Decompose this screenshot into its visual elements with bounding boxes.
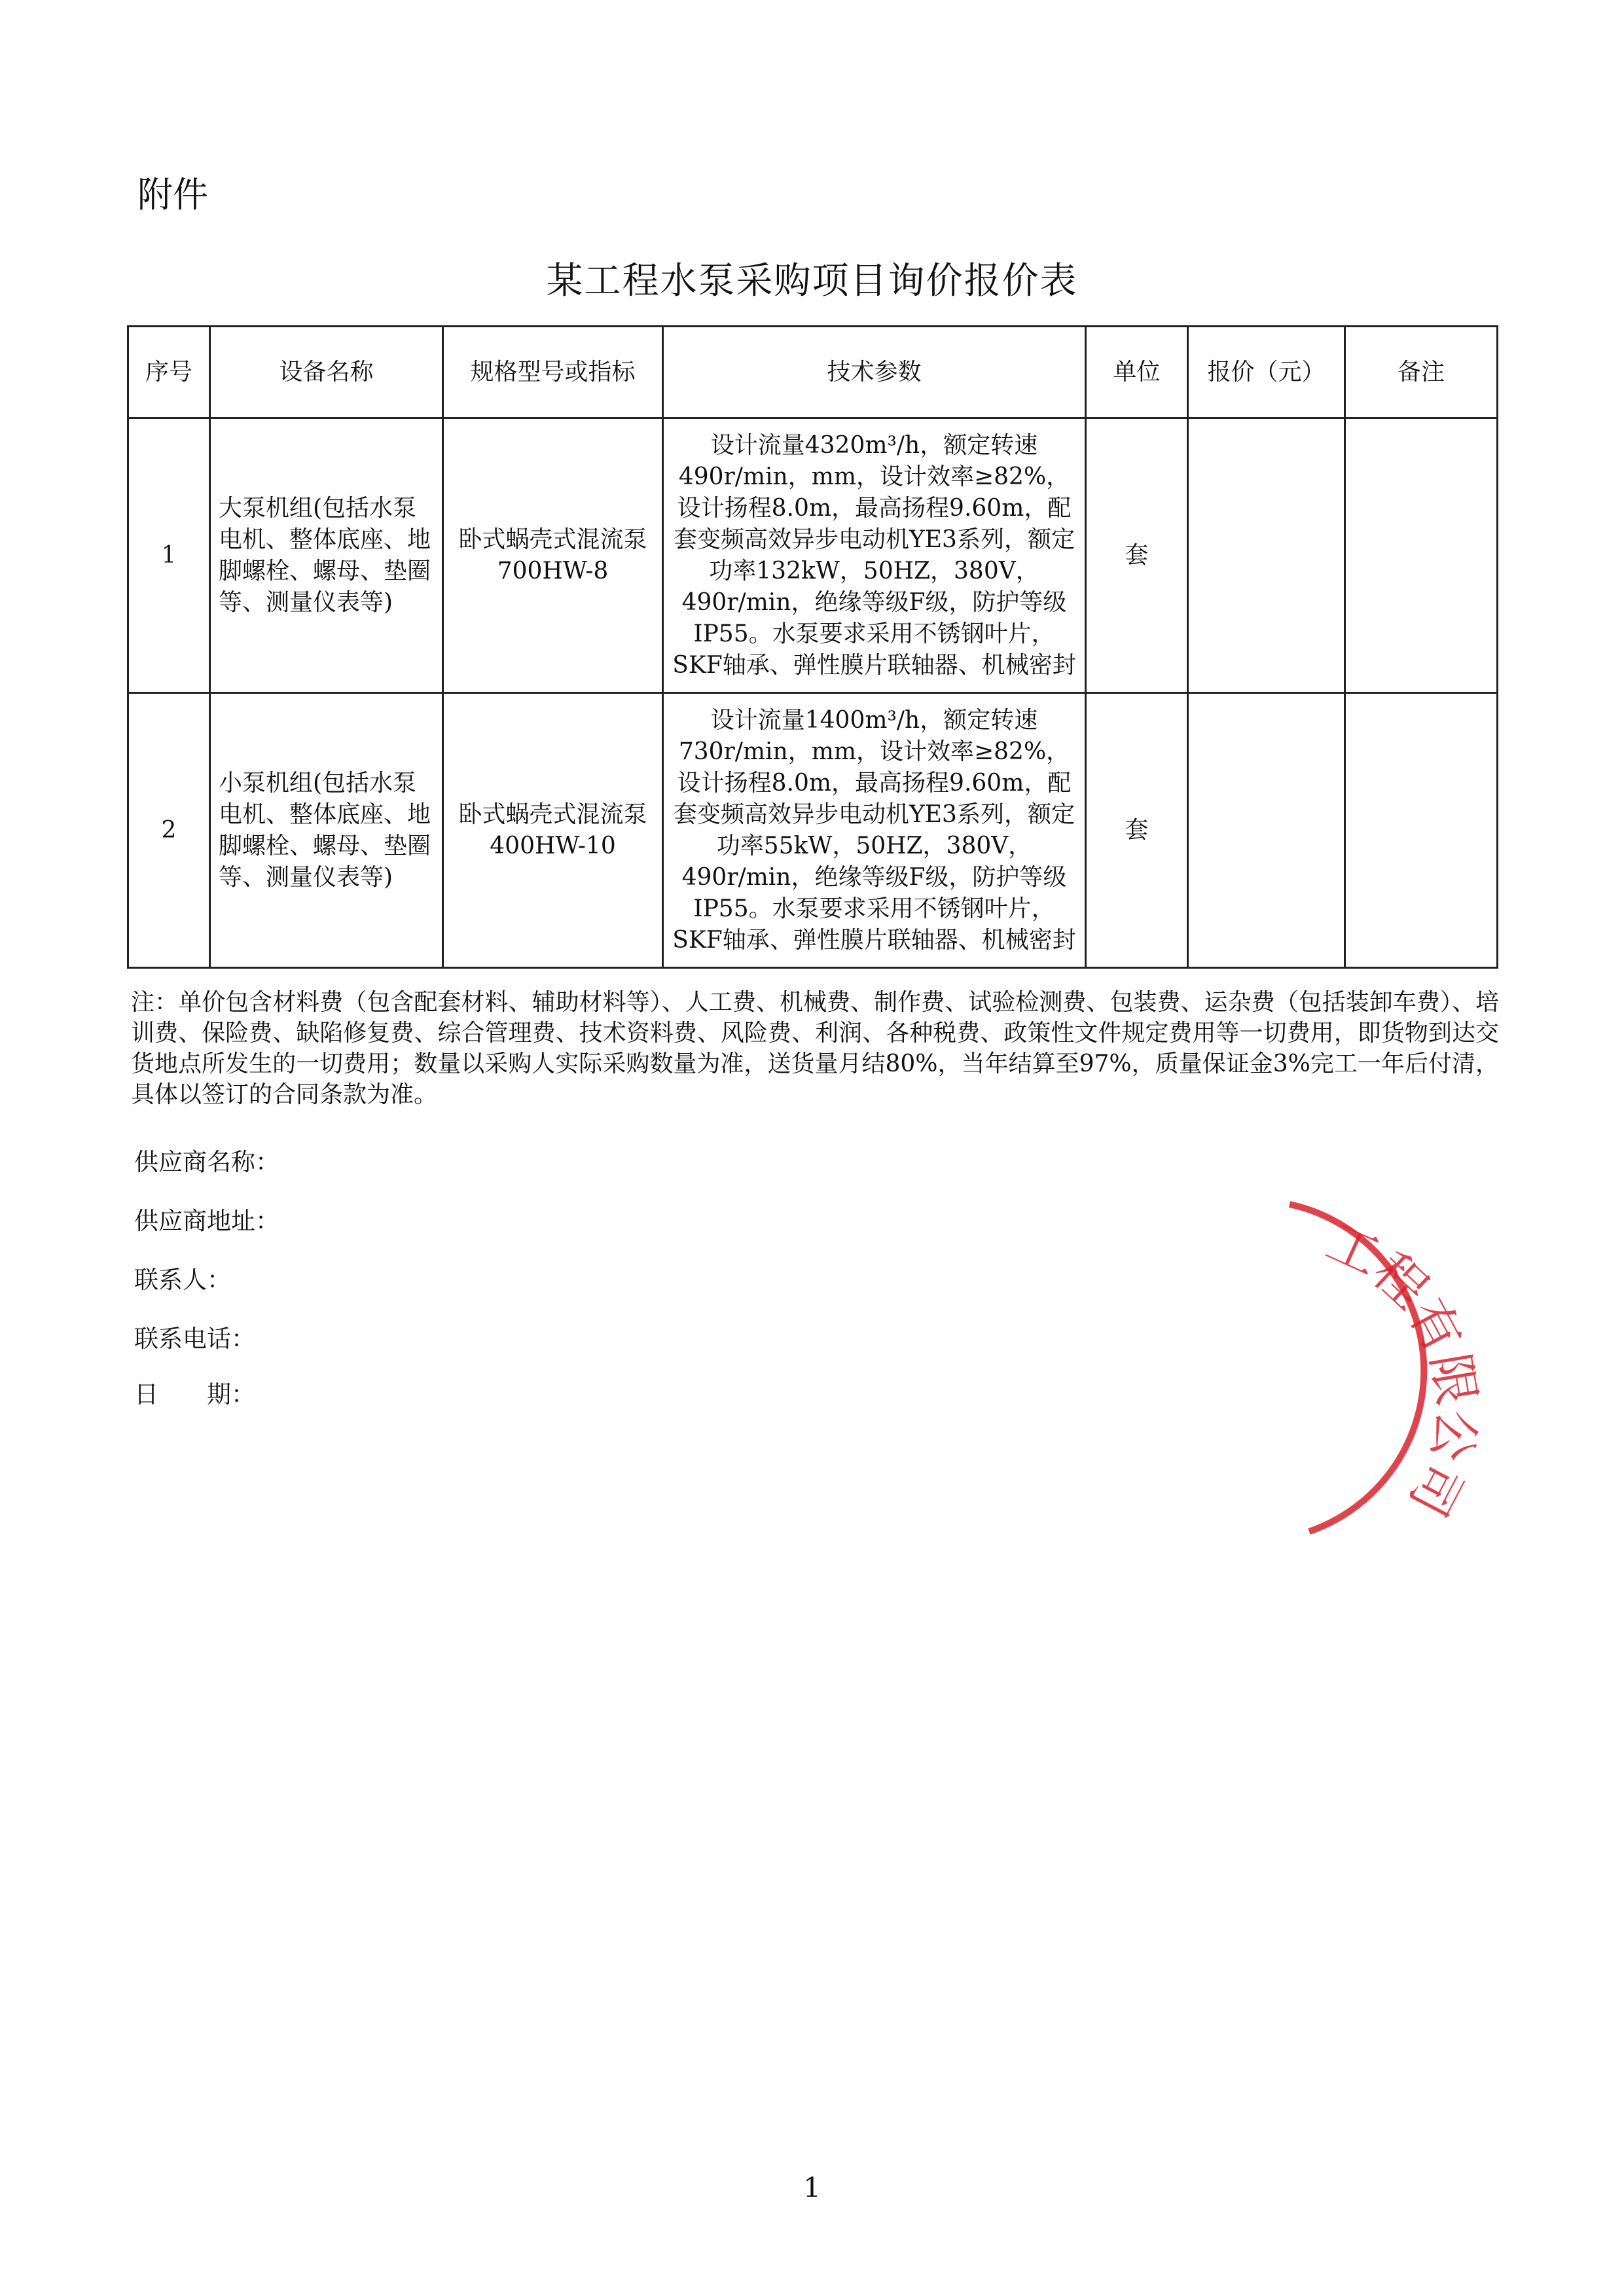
supplier-name-label: 供应商名称： [134, 1148, 280, 1176]
attachment-label: 附件 [137, 174, 208, 215]
col-header-remark: 备注 [1345, 327, 1498, 418]
seal-text: 工程有限公司 [1318, 1212, 1487, 1526]
cell-params: 设计流量4320m³/h，额定转速490r/min，mm，设计效率≥82%，设计扬程8.0m，最高扬程9.60m，配套变频高效异步电动机YE3系列，额定功率132kW，50HZ，380V，490r/min，绝缘等级F级，防护等级IP55。水泵要求采用不锈钢叶片，SKF轴承、弹性膜片联轴器、机械密封 [663, 418, 1086, 693]
cell-unit: 套 [1086, 418, 1188, 693]
cell-model: 卧式蜗壳式混流泵400HW-10 [443, 693, 663, 968]
cell-price[interactable] [1188, 418, 1345, 693]
cell-equipment-name: 大泵机组(包括水泵电机、整体底座、地脚螺栓、螺母、垫圈等、测量仪表等) [210, 418, 443, 693]
pricing-note: 注：单价包含材料费（包含配套材料、辅助材料等）、人工费、机械费、制作费、试验检测费、包装费、运杂费（包括装卸车费）、培训费、保险费、缺陷修复费、综合管理费、技术资料费、风险费、利润、各种税费、政策性文件规定费用等一切费用，即货物到达交货地点所发生的一切费用；数量以采购人实际采购数量为准，送货量月结80%，当年结算至97%，质量保证金3%完工一年后付清，具体以签订的合同条款为准。 [131, 989, 1499, 1108]
col-header-name: 设备名称 [210, 327, 443, 418]
col-header-params: 技术参数 [663, 327, 1086, 418]
page-title: 某工程水泵采购项目询价报价表 [546, 260, 1078, 302]
col-header-unit: 单位 [1086, 327, 1188, 418]
table-header-row [128, 327, 1498, 418]
col-header-price: 报价（元） [1188, 327, 1345, 418]
company-seal-stamp [1283, 1178, 1564, 1545]
cell-equipment-name: 小泵机组(包括水泵电机、整体底座、地脚螺栓、螺母、垫圈等、测量仪表等) [210, 693, 443, 968]
cell-price[interactable] [1188, 693, 1345, 968]
cell-model: 卧式蜗壳式混流泵700HW-8 [443, 418, 663, 693]
cell-remark[interactable] [1345, 418, 1498, 693]
cell-unit: 套 [1086, 693, 1188, 968]
cell-no: 2 [128, 693, 210, 968]
cell-no: 1 [128, 418, 210, 693]
table-row [128, 418, 1498, 693]
table-row [128, 693, 1498, 968]
col-header-model: 规格型号或指标 [443, 327, 663, 418]
contact-label: 联系人： [134, 1266, 231, 1294]
date-label: 日 期： [134, 1380, 255, 1408]
page-number: 1 [803, 2172, 821, 2204]
col-header-no: 序号 [128, 327, 210, 418]
phone-label: 联系电话： [134, 1325, 255, 1353]
quote-table [127, 325, 1498, 969]
supplier-address-label: 供应商地址： [134, 1207, 280, 1235]
cell-remark[interactable] [1345, 693, 1498, 968]
cell-params: 设计流量1400m³/h，额定转速730r/min，mm，设计效率≥82%，设计扬程8.0m，最高扬程9.60m，配套变频高效异步电动机YE3系列，额定功率55kW，50HZ，380V，490r/min，绝缘等级F级，防护等级IP55。水泵要求采用不锈钢叶片，SKF轴承、弹性膜片联轴器、机械密封 [663, 693, 1086, 968]
